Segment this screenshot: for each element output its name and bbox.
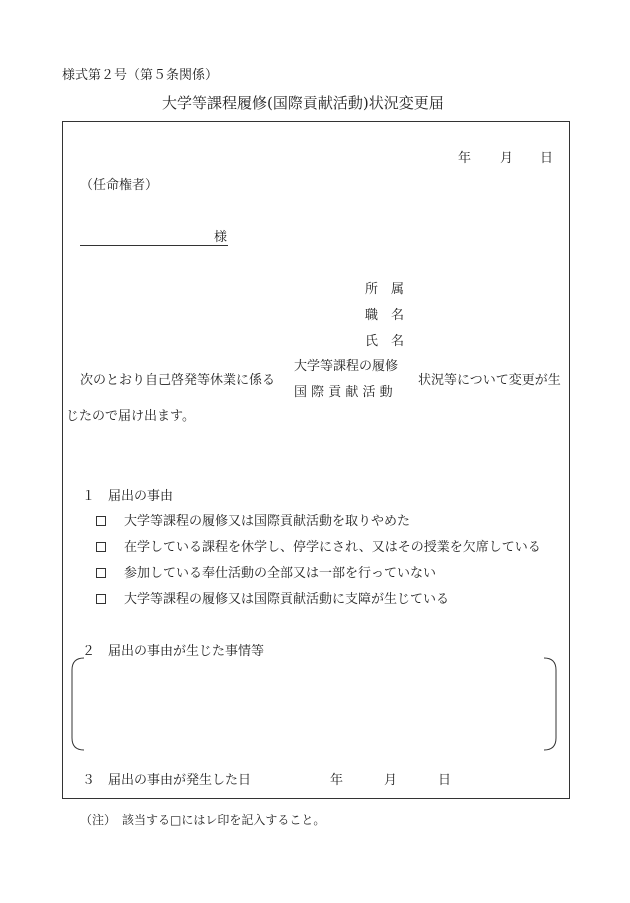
date-day: 日 <box>540 151 554 166</box>
date-year: 年 <box>458 151 472 166</box>
statement-middle-top: 大学等課程の履修 <box>294 359 399 374</box>
section3-heading: ３ 届出の事由が発生した日 <box>82 773 252 788</box>
name-label: 氏 名 <box>365 334 405 349</box>
reason-checkbox-4[interactable] <box>96 594 106 604</box>
reason-option-3: 参加している奉仕活動の全部又は一部を行っていない <box>124 566 437 581</box>
form-frame <box>62 121 570 799</box>
statement-line2: じたので届け出ます。 <box>66 409 195 424</box>
position-label: 職 名 <box>365 308 405 323</box>
addressee-line <box>80 245 228 246</box>
footnote: （注） 該当する□にはレ印を記入すること。 <box>80 813 326 827</box>
page-title: 大学等課程履修(国際貢献活動)状況変更届 <box>162 94 444 112</box>
occurrence-year: 年 <box>330 773 344 788</box>
reason-option-2: 在学している課程を休学し、停学にされ、又はその授業を欠席している <box>124 540 541 555</box>
circumstances-bracket-right <box>540 656 560 752</box>
affiliation-label: 所 属 <box>365 282 405 297</box>
occurrence-month: 月 <box>384 773 398 788</box>
section1-heading: １ 届出の事由 <box>82 489 174 504</box>
reason-checkbox-1[interactable] <box>96 516 106 526</box>
section2-heading: ２ 届出の事由が生じた事情等 <box>82 644 265 659</box>
reason-option-4: 大学等課程の履修又は国際貢献活動に支障が生じている <box>124 592 450 607</box>
form-number: 様式第２号（第５条関係） <box>62 68 219 83</box>
reason-option-1: 大学等課程の履修又は国際貢献活動を取りやめた <box>124 514 411 529</box>
addressee-suffix: 様 <box>214 230 228 245</box>
reason-checkbox-3[interactable] <box>96 568 106 578</box>
reason-checkbox-2[interactable] <box>96 542 106 552</box>
circumstances-bracket-left <box>68 656 88 752</box>
date-month: 月 <box>500 151 514 166</box>
occurrence-day: 日 <box>438 773 452 788</box>
appointer-label: （任命権者） <box>80 178 159 193</box>
statement-part1: 次のとおり自己啓発等休業に係る <box>80 373 276 388</box>
statement-part2: 状況等について変更が生 <box>418 373 561 388</box>
statement-middle-bottom: 国 際 貢 献 活 動 <box>294 385 393 400</box>
